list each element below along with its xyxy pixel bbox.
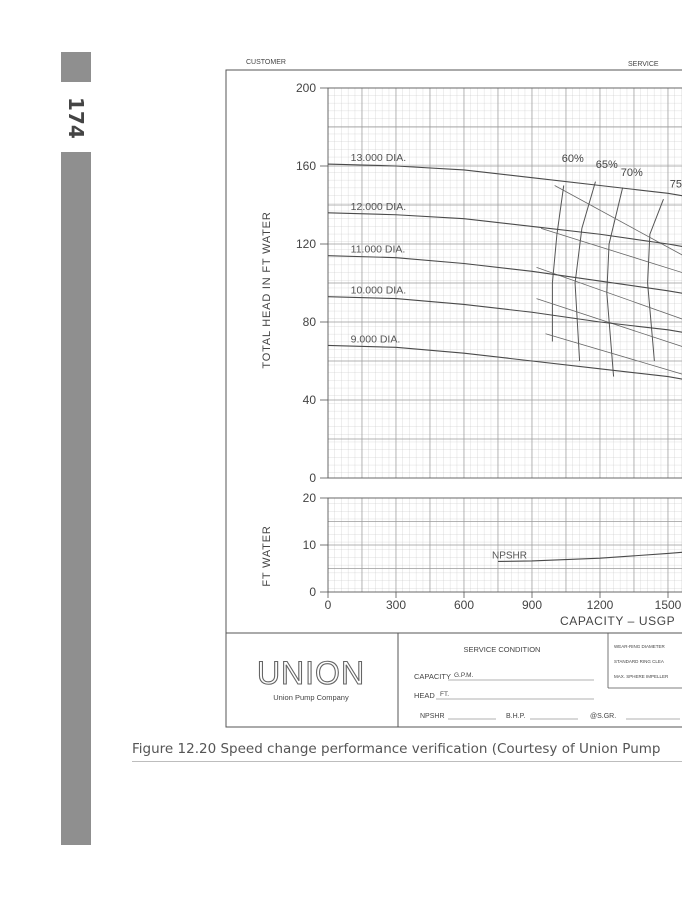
head-unit: FT.: [440, 691, 450, 698]
wear-ring-label: WEAR-RING DIAMETER: [614, 644, 665, 649]
x-axis-label: CAPACITY – USGP: [560, 614, 676, 628]
sgr-field-label: @S.GR.: [590, 713, 617, 720]
y-tick-label: 0: [309, 471, 316, 485]
x-tick-label: 1500: [654, 598, 682, 612]
efficiency-label: 65%: [595, 158, 618, 171]
npsh-y-tick-label: 20: [302, 491, 316, 505]
y-tick-label: 160: [295, 159, 316, 173]
x-tick-label: 1200: [586, 598, 614, 612]
customer-label: CUSTOMER: [246, 59, 286, 66]
max-sphere-label: MAX. SPHERE IMPELLER: [614, 674, 669, 679]
npsh-y-ticks: [303, 491, 328, 599]
x-tick-label: 300: [385, 598, 407, 612]
capacity-field-label: CAPACITY: [414, 672, 451, 681]
y-tick-label: 120: [295, 237, 316, 251]
y-tick-label: 40: [302, 393, 316, 407]
npshr-field-label: NPSHR: [420, 713, 445, 720]
bhp-field-label: B.H.P.: [506, 713, 526, 720]
efficiency-label: 70%: [620, 166, 643, 179]
service-label: SERVICE: [628, 61, 659, 68]
head-field-label: HEAD: [414, 691, 435, 700]
capacity-unit: G.P.M.: [454, 672, 474, 679]
title-block: [226, 633, 682, 727]
head-curve-label: 13.000 DIA.: [350, 152, 407, 165]
head-curve-label: 12.000 DIA.: [350, 200, 407, 213]
y-tick-label: 80: [302, 315, 316, 329]
y-tick-label: 200: [295, 81, 316, 95]
caption-rule: [132, 761, 682, 762]
npsh-y-tick-label: 10: [302, 538, 316, 552]
y-axis-label: TOTAL HEAD IN FT WATER: [261, 211, 273, 369]
figure-caption: Figure 12.20 Speed change performance verification (Courtesy of Union Pump: [132, 741, 661, 757]
x-tick-label: 0: [324, 598, 332, 612]
x-tick-label: 600: [453, 598, 475, 612]
npshr-curve-label: NPSHR: [492, 550, 528, 562]
page-number: 174: [64, 97, 88, 139]
head-curve-label: 9.000 DIA.: [350, 333, 401, 346]
npsh-y-axis-label: FT WATER: [261, 525, 273, 587]
efficiency-label: 60%: [561, 153, 584, 166]
service-condition-label: SERVICE CONDITION: [463, 645, 541, 654]
x-ticks: [325, 592, 682, 612]
head-curve-label: 10.000 DIA.: [350, 284, 407, 297]
npsh-y-tick-label: 0: [309, 585, 316, 599]
x-tick-label: 900: [521, 598, 543, 612]
efficiency-label: 75: [669, 178, 682, 191]
head-y-ticks: [296, 81, 328, 485]
union-logo: UNION: [256, 655, 366, 691]
company-name: Union Pump Company: [273, 693, 349, 702]
head-curve-label: 11.000 DIA.: [350, 243, 406, 256]
standard-ring-label: STANDARD RING CLEA: [614, 659, 664, 664]
